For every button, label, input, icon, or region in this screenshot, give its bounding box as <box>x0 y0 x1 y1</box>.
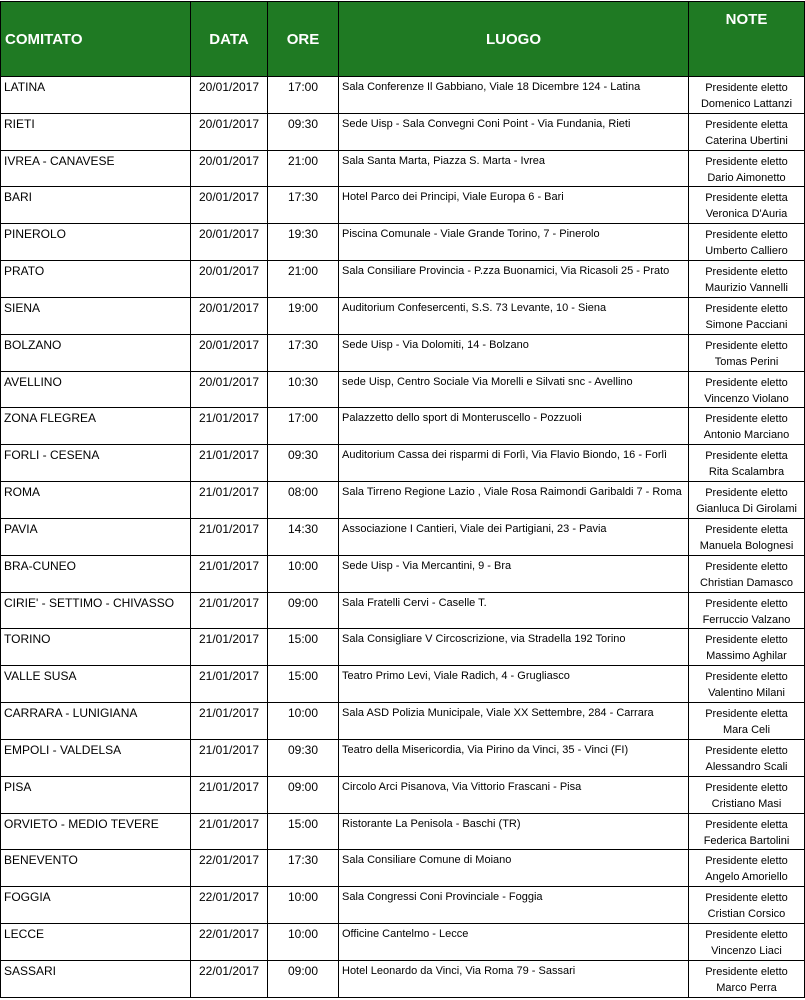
cell-ore: 17:30 <box>268 334 339 371</box>
note-role: Presidente eletto <box>705 82 788 94</box>
table-row <box>1 482 805 519</box>
cell-comitato: LECCE <box>1 924 191 961</box>
note-name: Caterina Ubertini <box>705 134 788 147</box>
cell-note <box>689 150 805 187</box>
table-row <box>1 518 805 555</box>
note-role: Presidente eletto <box>705 229 788 242</box>
cell-data: 20/01/2017 <box>191 297 268 334</box>
note-name: Valentino Milani <box>708 687 785 700</box>
table-row <box>1 739 805 776</box>
header-ore: ORE <box>268 2 339 77</box>
cell-note <box>689 813 805 850</box>
cell-luogo: Palazzetto dello sport di Monteruscello - Pozzuoli <box>339 408 689 445</box>
cell-note <box>689 887 805 924</box>
cell-comitato: PINEROLO <box>1 224 191 261</box>
cell-data: 20/01/2017 <box>191 113 268 150</box>
note-role: Presidente eletto <box>705 266 788 279</box>
cell-note <box>689 629 805 666</box>
cell-comitato: EMPOLI - VALDELSA <box>1 739 191 776</box>
table-row <box>1 297 805 334</box>
note-name: Ferruccio Valzano <box>702 613 791 626</box>
cell-data: 21/01/2017 <box>191 813 268 850</box>
cell-data: 21/01/2017 <box>191 739 268 776</box>
cell-comitato: CIRIE' - SETTIMO - CHIVASSO <box>1 592 191 629</box>
table-row <box>1 813 805 850</box>
header-luogo: LUOGO <box>339 2 689 77</box>
note-name: Marco Perra <box>716 981 777 994</box>
note-role: Presidente eletto <box>705 965 788 978</box>
cell-data: 21/01/2017 <box>191 482 268 519</box>
table-row <box>1 776 805 813</box>
cell-comitato: PAVIA <box>1 518 191 555</box>
cell-luogo: Associazione I Cantieri, Viale dei Partigiani, 23 - Pavia <box>339 518 689 555</box>
cell-data: 21/01/2017 <box>191 592 268 629</box>
cell-luogo: Sala Congressi Coni Provinciale - Foggia <box>339 887 689 924</box>
cell-luogo: Officine Cantelmo - Lecce <box>339 924 689 961</box>
cell-data: 22/01/2017 <box>191 924 268 961</box>
cell-comitato: LATINA <box>1 77 191 114</box>
cell-ore: 17:00 <box>268 408 339 445</box>
cell-ore: 17:30 <box>268 850 339 887</box>
cell-ore: 15:00 <box>268 666 339 703</box>
note-name: Mara Celi <box>722 724 771 737</box>
note-name: Vincenzo Liaci <box>711 945 782 958</box>
cell-ore: 19:30 <box>268 224 339 261</box>
note-role: Presidente eletta <box>705 192 788 205</box>
cell-note <box>689 739 805 776</box>
table-row <box>1 371 805 408</box>
note-name: Veronica D'Auria <box>705 208 788 221</box>
cell-data: 21/01/2017 <box>191 666 268 703</box>
cell-note <box>689 113 805 150</box>
cell-data: 21/01/2017 <box>191 445 268 482</box>
cell-luogo: Sala Santa Marta, Piazza S. Marta - Ivrea <box>339 150 689 187</box>
cell-data: 20/01/2017 <box>191 150 268 187</box>
note-name: Dario Aimonetto <box>707 171 786 184</box>
cell-comitato: BRA-CUNEO <box>1 555 191 592</box>
cell-luogo: Auditorium Confesercenti, S.S. 73 Levante, 10 - Siena <box>339 297 689 334</box>
note-name: Cristiano Masi <box>711 797 782 810</box>
cell-data: 21/01/2017 <box>191 776 268 813</box>
table-row <box>1 77 805 114</box>
cell-comitato: FORLI - CESENA <box>1 445 191 482</box>
note-role: Presidente eletto <box>705 671 788 684</box>
table-row <box>1 666 805 703</box>
cell-note <box>689 408 805 445</box>
note-name: Manuela Bolognesi <box>699 539 794 552</box>
cell-note <box>689 334 805 371</box>
note-role: Presidente eletto <box>705 560 788 573</box>
table-row <box>1 703 805 740</box>
cell-comitato: ROMA <box>1 482 191 519</box>
table-row <box>1 261 805 298</box>
note-name: Vincenzo Violano <box>704 392 789 405</box>
note-role: Presidente eletto <box>705 302 788 315</box>
cell-data: 22/01/2017 <box>191 960 268 997</box>
cell-note <box>689 224 805 261</box>
note-name: Domenico Lattanzi <box>700 98 793 110</box>
note-role: Presidente eletto <box>705 855 788 868</box>
cell-ore: 15:00 <box>268 629 339 666</box>
cell-note <box>689 482 805 519</box>
cell-luogo: Sala Consiliare Comune di Moiano <box>339 850 689 887</box>
cell-note <box>689 703 805 740</box>
cell-ore: 10:00 <box>268 555 339 592</box>
cell-note <box>689 592 805 629</box>
cell-luogo: Sala Consigliare V Circoscrizione, via Stradella 192 Torino <box>339 629 689 666</box>
note-name: Antonio Marciano <box>703 429 790 442</box>
note-name: Cristian Corsico <box>707 908 786 921</box>
cell-ore: 10:00 <box>268 924 339 961</box>
cell-note <box>689 518 805 555</box>
cell-comitato: RIETI <box>1 113 191 150</box>
cell-comitato: AVELLINO <box>1 371 191 408</box>
cell-luogo: Sala ASD Polizia Municipale, Viale XX Settembre, 284 - Carrara <box>339 703 689 740</box>
cell-luogo: Circolo Arci Pisanova, Via Vittorio Frascani - Pisa <box>339 776 689 813</box>
cell-luogo: Sede Uisp - Sala Convegni Coni Point - Via Fundania, Rieti <box>339 113 689 150</box>
note-role: Presidente eletta <box>705 708 788 721</box>
cell-comitato: ZONA FLEGREA <box>1 408 191 445</box>
note-name: Massimo Aghilar <box>706 650 787 663</box>
cell-data: 20/01/2017 <box>191 334 268 371</box>
cell-data: 20/01/2017 <box>191 261 268 298</box>
cell-luogo: Sala Tirreno Regione Lazio , Viale Rosa Raimondi Garibaldi 7 - Roma <box>339 482 689 519</box>
cell-comitato: SASSARI <box>1 960 191 997</box>
cell-luogo: Teatro della Misericordia, Via Pirino da Vinci, 35 - Vinci (FI) <box>339 739 689 776</box>
note-role: Presidente eletta <box>705 818 788 831</box>
cell-luogo: Sede Uisp - Via Dolomiti, 14 - Bolzano <box>339 334 689 371</box>
note-role: Presidente eletto <box>705 634 788 647</box>
cell-note <box>689 261 805 298</box>
cell-comitato: FOGGIA <box>1 887 191 924</box>
cell-luogo: Hotel Leonardo da Vinci, Via Roma 79 - Sassari <box>339 960 689 997</box>
table-row <box>1 187 805 224</box>
cell-ore: 21:00 <box>268 150 339 187</box>
cell-ore: 08:00 <box>268 482 339 519</box>
cell-comitato: TORINO <box>1 629 191 666</box>
header-data: DATA <box>191 2 268 77</box>
cell-luogo: Ristorante La Penisola - Baschi (TR) <box>339 813 689 850</box>
cell-note <box>689 666 805 703</box>
note-role: Presidente eletto <box>705 892 788 905</box>
cell-luogo: Sede Uisp - Via Mercantini, 9 - Bra <box>339 555 689 592</box>
cell-note <box>689 850 805 887</box>
cell-luogo: Sala Conferenze Il Gabbiano, Viale 18 Dicembre 124 - Latina <box>339 77 689 114</box>
table-row <box>1 113 805 150</box>
table-row <box>1 555 805 592</box>
cell-comitato: VALLE SUSA <box>1 666 191 703</box>
cell-luogo: Teatro Primo Levi, Viale Radich, 4 - Grugliasco <box>339 666 689 703</box>
cell-luogo: Hotel Parco dei Principi, Viale Europa 6 - Bari <box>339 187 689 224</box>
cell-ore: 10:00 <box>268 887 339 924</box>
note-role: Presidente eletto <box>705 597 788 610</box>
table-row <box>1 224 805 261</box>
cell-data: 20/01/2017 <box>191 224 268 261</box>
cell-comitato: BOLZANO <box>1 334 191 371</box>
note-name: Christian Damasco <box>700 576 793 589</box>
note-name: Simone Pacciani <box>705 318 788 331</box>
cell-ore: 19:00 <box>268 297 339 334</box>
note-name: Maurizio Vannelli <box>705 282 788 295</box>
table-row <box>1 924 805 961</box>
header-comitato: COMITATO <box>1 2 191 77</box>
note-role: Presidente eletto <box>705 744 788 757</box>
table-row <box>1 592 805 629</box>
cell-ore: 17:30 <box>268 187 339 224</box>
note-role: Presidente eletto <box>705 929 788 942</box>
cell-comitato: ORVIETO - MEDIO TEVERE <box>1 813 191 850</box>
cell-data: 20/01/2017 <box>191 371 268 408</box>
note-role: Presidente eletta <box>705 118 788 131</box>
cell-luogo: Sala Consiliare Provincia - P.zza Buonamici, Via Ricasoli 25 - Prato <box>339 261 689 298</box>
table-row <box>1 334 805 371</box>
cell-comitato: PISA <box>1 776 191 813</box>
cell-ore: 09:00 <box>268 960 339 997</box>
table-row <box>1 629 805 666</box>
cell-ore: 09:30 <box>268 739 339 776</box>
note-role: Presidente eletto <box>705 781 788 794</box>
note-name: Angelo Amoriello <box>705 871 788 884</box>
note-role: Presidente eletto <box>705 487 788 500</box>
cell-note <box>689 371 805 408</box>
cell-data: 21/01/2017 <box>191 629 268 666</box>
table-row <box>1 445 805 482</box>
note-role: Presidente eletto <box>705 413 788 426</box>
note-role: Presidente eletta <box>705 523 788 536</box>
cell-comitato: BENEVENTO <box>1 850 191 887</box>
note-name: Rita Scalambra <box>708 466 785 479</box>
cell-luogo: sede Uisp, Centro Sociale Via Morelli e Silvati snc - Avellino <box>339 371 689 408</box>
note-role: Presidente eletto <box>705 376 788 389</box>
cell-comitato: SIENA <box>1 297 191 334</box>
cell-note <box>689 776 805 813</box>
note-role: Presidente eletto <box>705 155 788 168</box>
cell-note <box>689 187 805 224</box>
cell-note <box>689 924 805 961</box>
table-row <box>1 850 805 887</box>
cell-note <box>689 555 805 592</box>
table-row <box>1 887 805 924</box>
header-note: NOTE <box>689 2 805 77</box>
note-role: Presidente eletta <box>705 450 788 463</box>
cell-data: 21/01/2017 <box>191 555 268 592</box>
committees-table <box>0 1 805 998</box>
cell-data: 20/01/2017 <box>191 77 268 114</box>
cell-data: 22/01/2017 <box>191 887 268 924</box>
note-name: Tomas Perini <box>714 355 779 368</box>
header-row <box>1 2 805 77</box>
cell-data: 21/01/2017 <box>191 408 268 445</box>
table-row <box>1 960 805 997</box>
note-name: Alessandro Scali <box>705 760 788 773</box>
table-row <box>1 150 805 187</box>
cell-ore: 10:30 <box>268 371 339 408</box>
note-name: Gianluca Di Girolami <box>696 503 797 516</box>
cell-note <box>689 77 805 114</box>
cell-luogo: Piscina Comunale - Viale Grande Torino, 7 - Pinerolo <box>339 224 689 261</box>
cell-comitato: BARI <box>1 187 191 224</box>
cell-luogo: Auditorium Cassa dei risparmi di Forlì, Via Flavio Biondo, 16 - Forlì <box>339 445 689 482</box>
note-role: Presidente eletto <box>705 339 788 352</box>
cell-luogo: Sala Fratelli Cervi - Caselle T. <box>339 592 689 629</box>
cell-ore: 09:00 <box>268 776 339 813</box>
cell-ore: 09:30 <box>268 445 339 482</box>
cell-ore: 14:30 <box>268 518 339 555</box>
cell-note <box>689 960 805 997</box>
cell-ore: 10:00 <box>268 703 339 740</box>
cell-data: 20/01/2017 <box>191 187 268 224</box>
cell-data: 21/01/2017 <box>191 703 268 740</box>
cell-note <box>689 297 805 334</box>
cell-ore: 17:00 <box>268 77 339 114</box>
note-name: Umberto Calliero <box>705 245 788 258</box>
cell-ore: 15:00 <box>268 813 339 850</box>
cell-comitato: IVREA - CANAVESE <box>1 150 191 187</box>
cell-comitato: PRATO <box>1 261 191 298</box>
cell-data: 22/01/2017 <box>191 850 268 887</box>
cell-comitato: CARRARA - LUNIGIANA <box>1 703 191 740</box>
table-row <box>1 408 805 445</box>
cell-ore: 21:00 <box>268 261 339 298</box>
cell-data: 21/01/2017 <box>191 518 268 555</box>
cell-ore: 09:30 <box>268 113 339 150</box>
note-name: Federica Bartolini <box>703 834 790 847</box>
cell-ore: 09:00 <box>268 592 339 629</box>
cell-note <box>689 445 805 482</box>
